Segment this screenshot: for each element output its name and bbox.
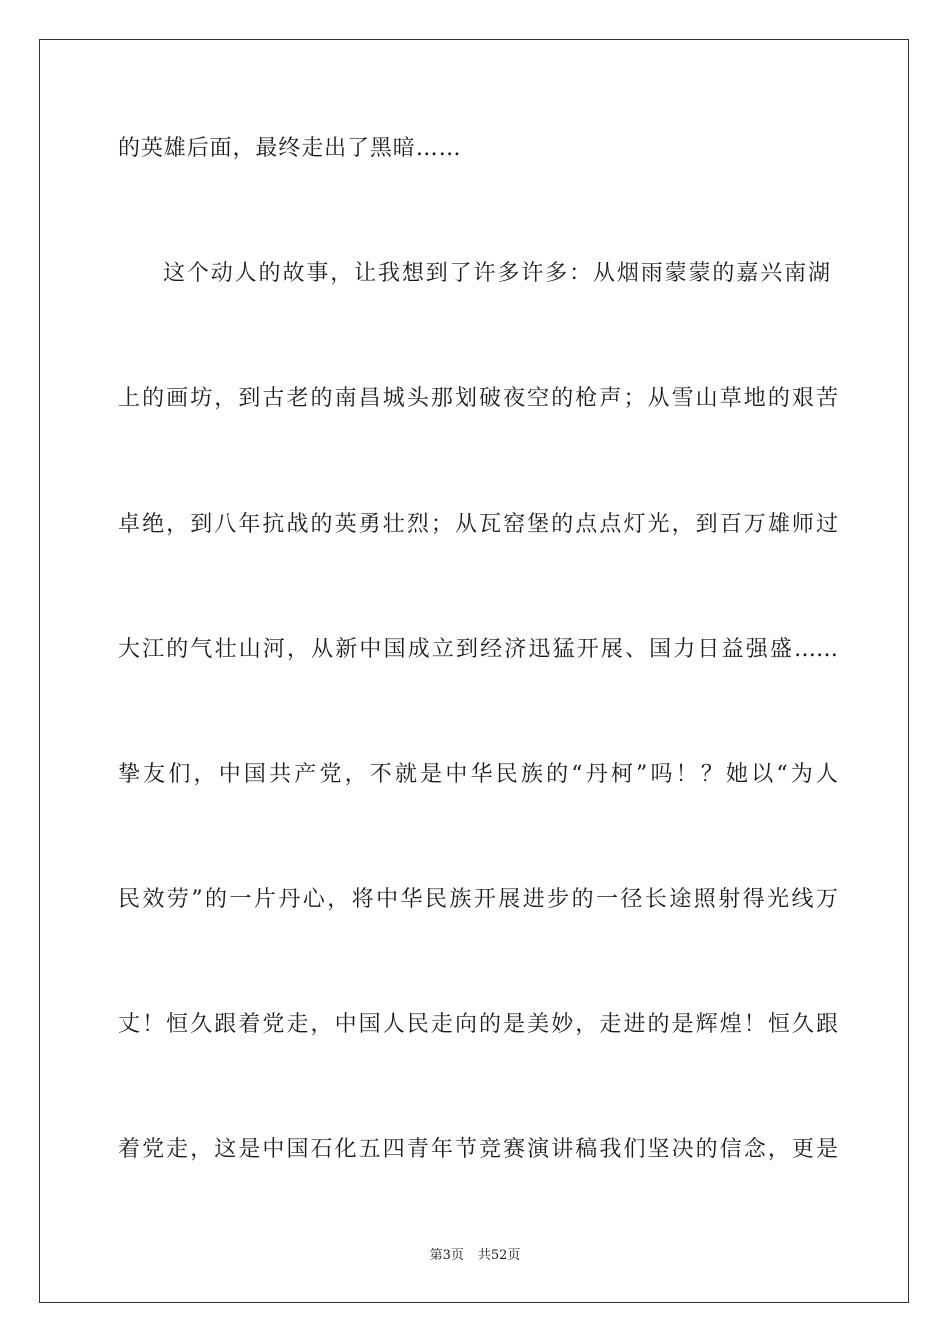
text-line-5: 大江的气壮山河，从新中国成立到经济迅猛开展、国力日益强盛…… [118,637,838,662]
page-footer [0,1247,950,1265]
text-line-2: 这个动人的故事，让我想到了许多许多：从烟雨蒙蒙的嘉兴南湖 [163,261,830,286]
text-line-6: 挚友们，中国共产党，不就是中华民族的“丹柯”吗！？她以“为人 [118,762,838,787]
text-line-4: 卓绝，到八年抗战的英勇壮烈；从瓦窑堡的点点灯光，到百万雄师过 [118,512,838,537]
text-line-8: 丈！恒久跟着党走，中国人民走向的是美妙，走进的是辉煌！恒久跟 [118,1012,838,1037]
page-border [39,39,909,1303]
total-page-count: 共52页 [477,1248,521,1263]
text-line-9: 着党走，这是中国石化五四青年节竞赛演讲稿我们坚决的信念，更是 [118,1137,838,1162]
text-line-1: 的英雄后面，最终走出了黑暗…… [118,136,462,161]
text-line-3: 上的画坊，到古老的南昌城头那划破夜空的枪声；从雪山草地的艰苦 [118,386,838,411]
text-line-7: 民效劳”的一片丹心，将中华民族开展进步的一径长途照射得光线万 [118,887,838,912]
current-page-number: 第3页 [429,1248,464,1263]
